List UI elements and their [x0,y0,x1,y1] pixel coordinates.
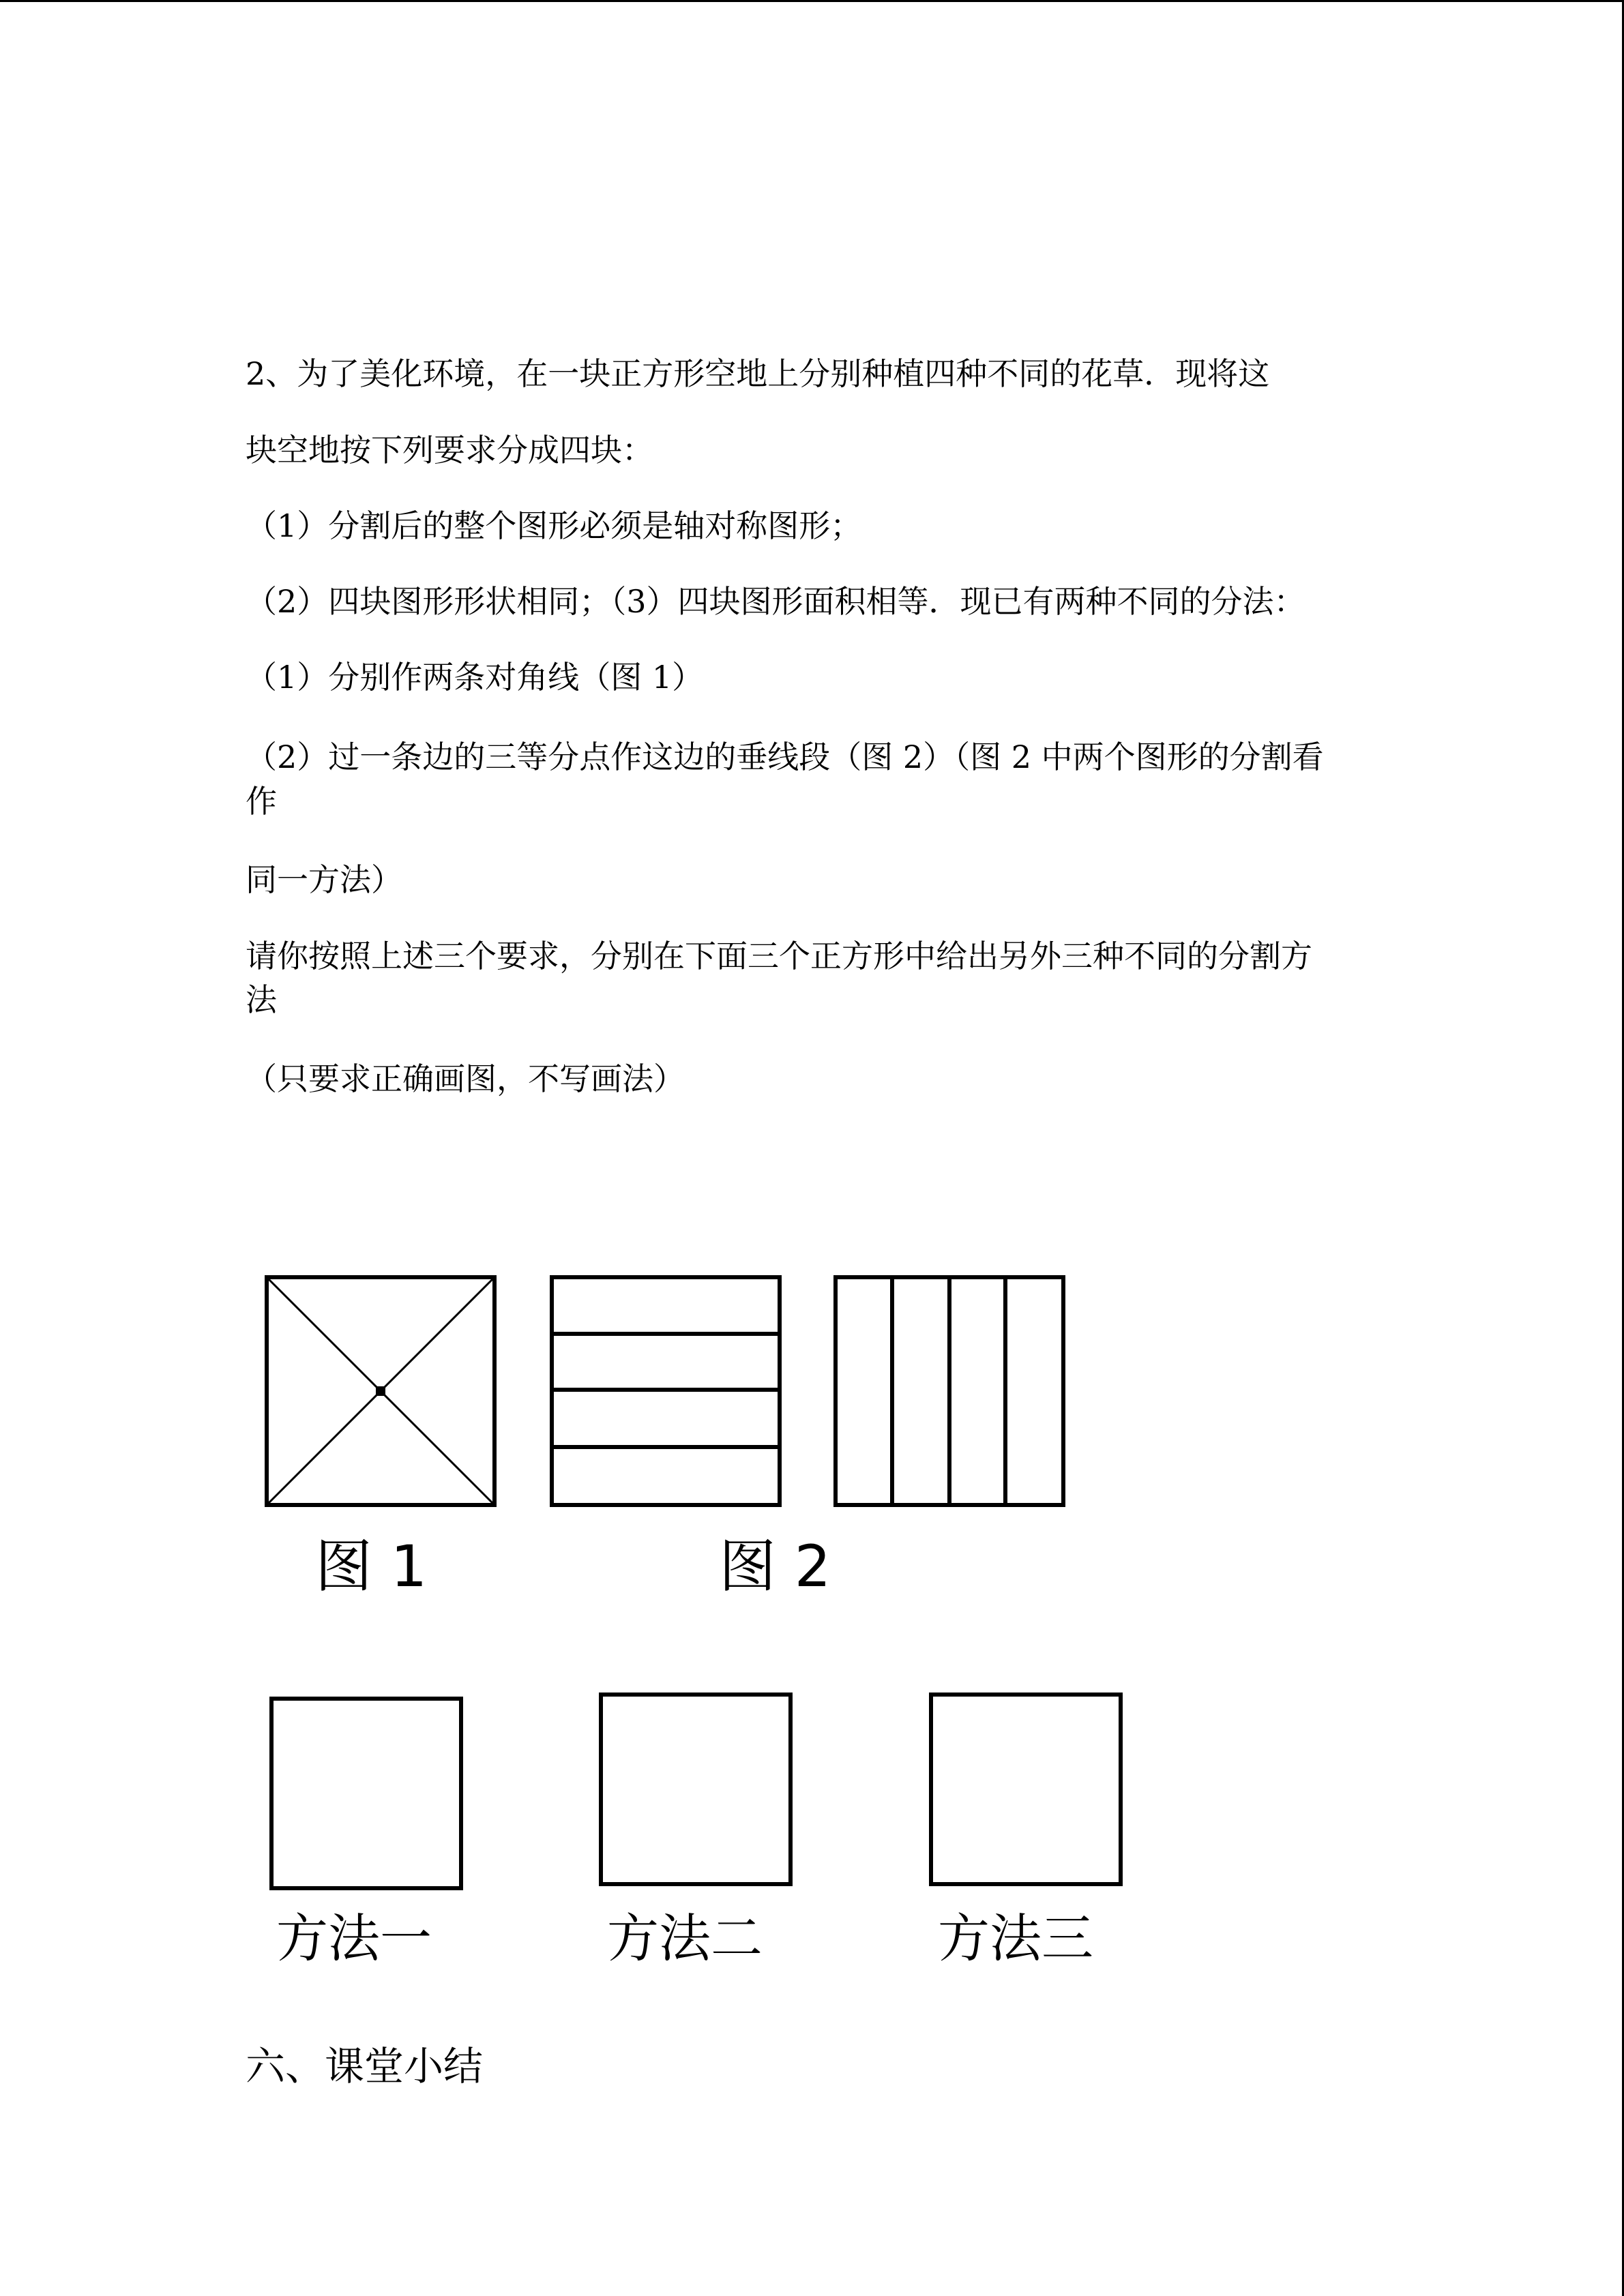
problem-line-9: 请你按照上述三个要求，分别在下面三个正方形中给出另外三种不同的分割方 [246,938,1312,974]
problem-line-6: （2）过一条边的三等分点作这边的垂线段（图 2）（图 2 中两个图形的分割看 [246,739,1324,775]
figure-2-horizontal-strips [550,1275,782,1507]
method-1-square [269,1697,463,1890]
problem-line-8: 同一方法） [246,861,402,898]
problem-line-10: 法 [246,981,277,1018]
figure-1-diagonal-square [265,1275,497,1507]
figure-2-vertical-strips [833,1275,1065,1507]
method-2-label: 方法二 [607,1908,763,1969]
problem-line-4: （2）四块图形形状相同；（3）四块图形面积相等．现已有两种不同的分法： [246,583,1305,620]
figure-2-caption: 图 2 [719,1533,831,1600]
problem-line-7: 作 [246,783,277,820]
method-3-label: 方法三 [938,1908,1093,1969]
problem-line-2: 块空地按下列要求分成四块： [246,432,653,468]
section-title: 六、课堂小结 [246,2043,484,2089]
problem-line-11: （只要求正确画图，不写画法） [246,1060,685,1097]
method-2-square [599,1693,793,1886]
problem-line-1: 2、为了美化环境，在一块正方形空地上分别种植四种不同的花草．现将这 [246,355,1270,392]
method-3-square [929,1693,1123,1886]
method-1-label: 方法一 [276,1908,432,1969]
problem-line-3: （1）分割后的整个图形必须是轴对称图形； [246,507,862,544]
figure-1-caption: 图 1 [315,1533,428,1600]
problem-line-5: （1）分别作两条对角线（图 1） [246,659,704,696]
page-top-border [0,0,1624,2]
